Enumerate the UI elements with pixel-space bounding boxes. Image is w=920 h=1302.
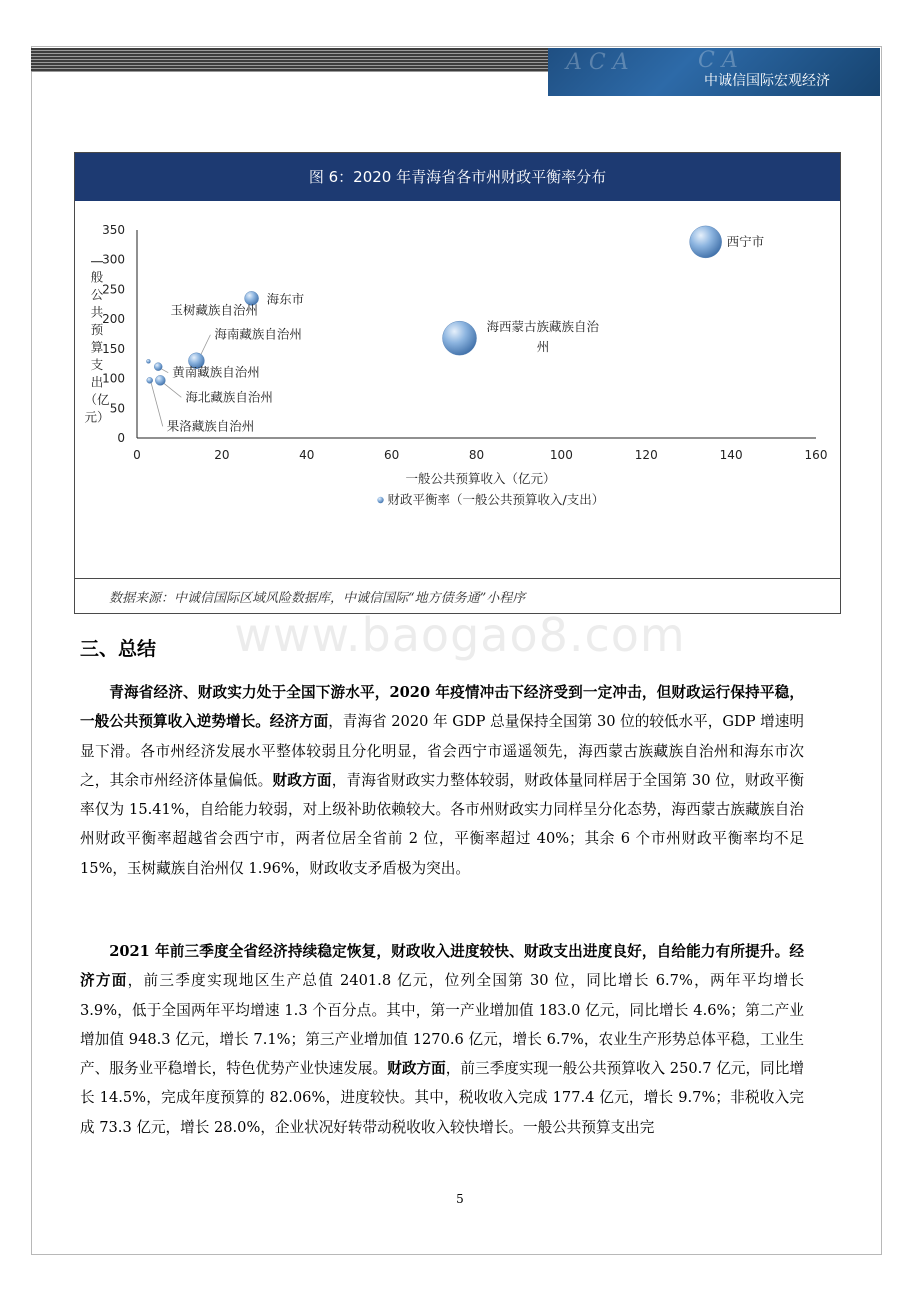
label-leader-line — [161, 381, 181, 397]
paragraph-text: ，前三季度实现地区生产总值 2401.8 亿元，位列全国第 30 位，同比增长 6.7%，两年平均增长 3.9%，低于全国两年平均增速 1.3 个百分点。其中，第一产业增加值 183.0 亿元，同比增长 4.6%；第二产业增加值 948.3 亿元，增长 7.1%；第三产业增加值 1270.6 亿元，增长 6.7%，农业生产形势总体平稳，工业生产、服务业平稳增长，特色优势产业快速发展。 — [80, 972, 804, 1078]
data-label: 果洛藏族自治州 — [166, 418, 255, 434]
y-label-char: 公 — [90, 287, 104, 303]
x-tick-label: 80 — [468, 448, 485, 462]
keyword: 财政方面 — [387, 1060, 446, 1078]
data-point — [146, 359, 150, 363]
paragraph-text: ，前三季度实现一般公共预算收入 250.7 亿元，同比增长 14.5%，完成年度预算的 82.06%，进度较快。其中，税收收入完成 177.4 亿元，增长 9.7%；非税收入完成 73.3 亿元，增长 28.0%，企业状况好转带动税收收入较快增长。一般公共预算支出完 — [80, 1060, 804, 1136]
header-brand-title: 中诚信国际宏观经济 — [704, 73, 830, 89]
x-tick-label: 140 — [719, 448, 743, 462]
data-point — [147, 377, 153, 383]
y-tick-label: 250 — [102, 282, 125, 297]
data-point — [154, 363, 162, 371]
paragraph-lead: 青海省经济、财政实力处于全国下游水平，2020 年疫情冲击下经济受到一定冲击，但财政运行保持平稳，一般公共预算收入逆势增长。 — [80, 684, 804, 731]
banner-decoration: C A — [698, 48, 738, 73]
paragraph-lead: 2021 年前三季度全省经济持续稳定恢复，财政收入进度较快、财政支出进度良好，自给能力有所提升。 — [109, 943, 790, 960]
y-tick-label: 0 — [117, 431, 125, 445]
y-tick-label: 50 — [109, 401, 125, 416]
y-tick-label: 100 — [102, 371, 125, 386]
y-label-char: 算 — [90, 339, 104, 355]
figure-title: 图 6：2020 年青海省各市州财政平衡率分布 — [75, 153, 840, 201]
y-label-char: 元） — [84, 409, 110, 425]
x-tick-label: 40 — [299, 448, 315, 462]
y-tick-label: 350 — [102, 223, 125, 237]
legend-marker — [377, 497, 383, 503]
keyword: 经济方面 — [80, 943, 804, 990]
x-axis-label: 一般公共预算收入（亿元） — [405, 471, 556, 486]
data-label: 玉树藏族自治州 — [170, 302, 258, 318]
y-label-char: 共 — [90, 304, 104, 320]
data-point — [443, 321, 477, 355]
y-label-char: 预 — [90, 322, 104, 338]
data-label: 海北藏族自治州 — [185, 389, 273, 405]
header-brand-banner — [548, 48, 880, 96]
x-tick-label: 60 — [383, 448, 400, 462]
figure-source: 数据来源：中诚信国际区域风险数据库，中诚信国际“地方债务通”小程序 — [109, 591, 526, 606]
y-label-char: 般 — [90, 269, 104, 285]
legend-label: 财政平衡率（一般公共预算收入/支出） — [387, 492, 605, 507]
keyword: 经济方面 — [269, 713, 329, 731]
paragraph-text: ，青海省 2020 年 GDP 总量保持全国第 30 位的较低水平，GDP 增速明显下滑。各市州经济发展水平整体较弱且分化明显，省会西宁市遥遥领先，海西蒙古族藏族自治州和海东市次之，其余市州经济体量偏低。 — [80, 713, 804, 789]
summary-paragraph-1 — [80, 678, 804, 883]
y-tick-label: 200 — [102, 312, 125, 327]
y-label-char: 支 — [90, 357, 104, 373]
data-point — [155, 375, 165, 385]
watermark: www.baogao8.com — [234, 608, 686, 662]
data-label: 黄南藏族自治州 — [172, 364, 260, 380]
y-label-char: 出 — [90, 374, 104, 390]
summary-paragraph-2 — [80, 937, 804, 1142]
data-label: 海西蒙古族藏族自治州 — [486, 319, 600, 355]
x-tick-label: 160 — [804, 448, 828, 462]
banner-decoration: A C A — [566, 50, 629, 75]
figure-box — [74, 152, 841, 614]
data-label: 海南藏族自治州 — [214, 326, 302, 342]
data-label: 西宁市 — [726, 233, 765, 249]
page-number: 5 — [456, 1192, 464, 1206]
y-tick-label: 300 — [102, 252, 125, 267]
label-leader-line — [151, 381, 163, 426]
y-label-char: （亿 — [84, 392, 110, 408]
scatter-chart — [75, 201, 840, 576]
section-heading: 三、总结 — [80, 638, 157, 660]
x-tick-label: 20 — [214, 448, 230, 462]
header-stripes — [31, 48, 551, 72]
paragraph-text: ，青海省财政实力整体较弱，财政体量同样居于全国第 30 位，财政平衡率仅为 15.41%，自给能力较弱，对上级补助依赖较大。各市州财政实力同样呈分化态势，海西蒙古族藏族自治州财政平衡率超越省会西宁市，两者位居全省前 2 位，平衡率超过 40%；其余 6 个市州财政平衡率均不足 15%，玉树藏族自治州仅 1.96%，财政收支矛盾极为突出。 — [80, 771, 804, 877]
keyword: 财政方面 — [272, 771, 332, 789]
x-tick-label: 0 — [133, 448, 141, 462]
x-tick-label: 120 — [634, 448, 658, 462]
x-tick-label: 100 — [549, 448, 573, 462]
data-label: 海东市 — [266, 291, 305, 307]
data-point — [690, 226, 722, 258]
y-tick-label: 150 — [102, 341, 125, 356]
figure-source-divider — [75, 578, 840, 579]
